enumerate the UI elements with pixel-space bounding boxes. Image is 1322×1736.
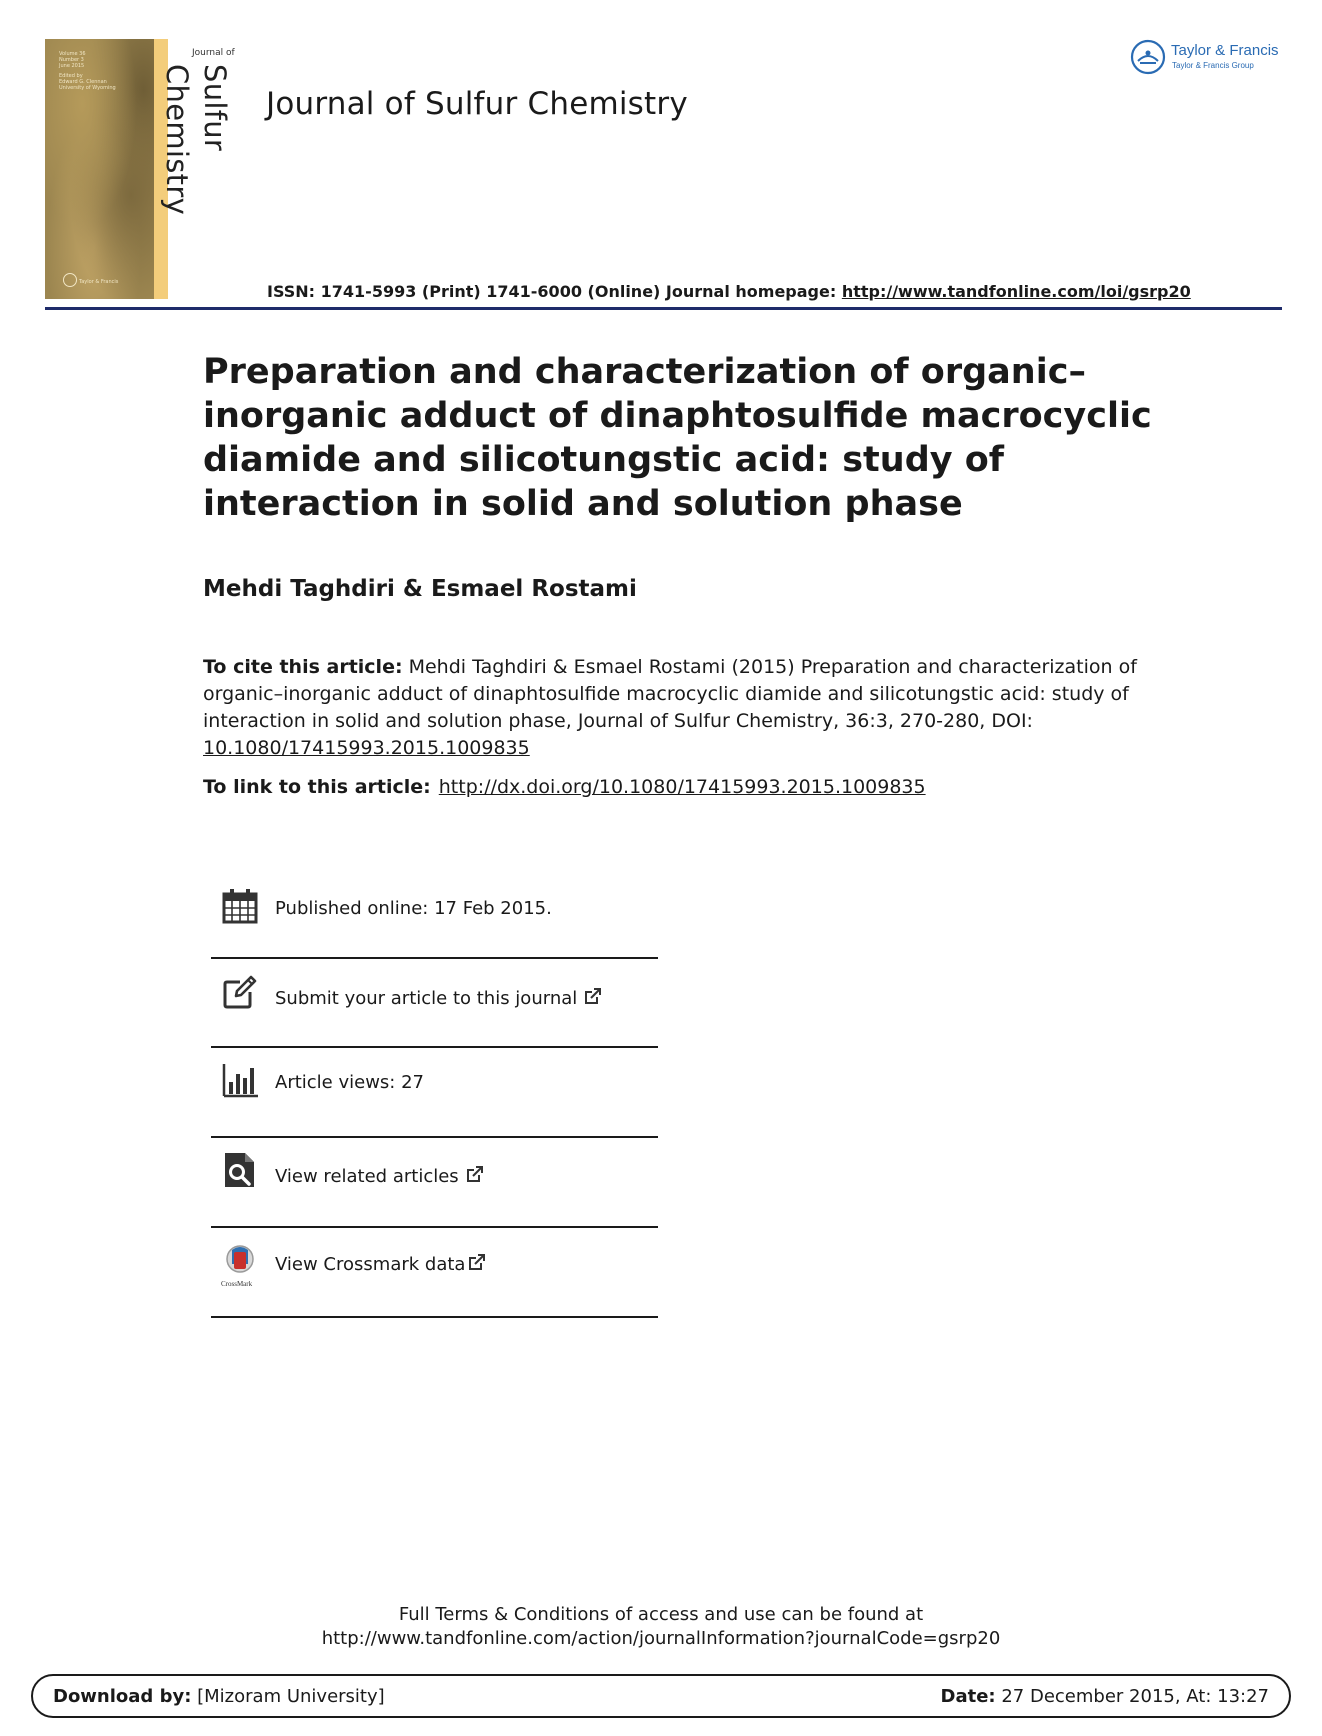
publisher-name: Taylor & Francis — [1171, 42, 1279, 59]
journal-homepage-link[interactable]: http://www.tandfonline.com/loi/gsrp20 — [841, 282, 1191, 301]
submit-article-text: Submit your article to this journal — [275, 988, 578, 1009]
download-by-value: [Mizoram University] — [191, 1686, 385, 1707]
download-date-value: 27 December 2015, At: 13:27 — [995, 1686, 1269, 1707]
article-link-line — [203, 776, 926, 798]
external-link-icon — [467, 1252, 487, 1272]
link-label: To link to this article: — [203, 776, 431, 798]
terms-url[interactable]: http://www.tandfonline.com/action/journalInformation?journalCode=gsrp20 — [321, 1628, 1001, 1649]
cite-label: To cite this article: — [203, 656, 403, 678]
download-info-bar — [31, 1674, 1291, 1718]
cover-publisher-logo-icon — [63, 273, 77, 287]
cover-affiliation: University of Wyoming — [59, 85, 116, 91]
info-divider — [211, 1316, 658, 1318]
issn-text: ISSN: 1741-5993 (Print) 1741-6000 (Online) Journal homepage: — [267, 282, 842, 301]
crossmark-text: View Crossmark data — [275, 1254, 466, 1275]
article-views-text: Article views: 27 — [275, 1072, 424, 1093]
journal-title: Journal of Sulfur Chemistry — [266, 86, 688, 122]
cite-doi-link[interactable]: 10.1080/17415993.2015.1009835 — [203, 737, 530, 759]
spine-journal-title: Sulfur Chemistry — [160, 64, 232, 216]
download-by — [53, 1686, 385, 1707]
taylor-francis-logo-icon — [1130, 39, 1166, 75]
cover-number: Number 3 — [59, 57, 84, 63]
crossmark-link[interactable] — [275, 1252, 487, 1275]
calendar-icon — [222, 888, 258, 924]
external-link-icon — [465, 1164, 485, 1184]
spine-journal-of: Journal of — [192, 48, 235, 58]
info-divider — [211, 957, 658, 959]
cover-edited-by: Edited by — [59, 73, 83, 79]
article-doi-url-link[interactable]: http://dx.doi.org/10.1080/17415993.2015.1009835 — [438, 776, 926, 798]
article-views-item — [211, 1058, 658, 1148]
citation-block — [203, 654, 1143, 762]
crossmark-item[interactable] — [211, 1238, 658, 1328]
info-divider — [211, 1136, 658, 1138]
related-articles-text: View related articles — [275, 1166, 459, 1187]
publisher-group: Taylor & Francis Group — [1172, 61, 1254, 70]
cover-editor: Edward G. Clennan — [59, 79, 107, 85]
cover-volume: Volume 36 — [59, 51, 86, 57]
header-rule — [45, 307, 1282, 310]
related-articles-link[interactable] — [275, 1164, 485, 1187]
download-by-label: Download by: — [53, 1686, 192, 1707]
document-search-icon — [222, 1152, 258, 1188]
bar-chart-icon — [222, 1062, 258, 1098]
info-divider — [211, 1046, 658, 1048]
terms-line-1: Full Terms & Conditions of access and use can be found at — [398, 1604, 924, 1625]
journal-cover-image — [45, 39, 168, 299]
submit-article-link[interactable] — [275, 986, 603, 1009]
download-date — [941, 1686, 1269, 1707]
info-divider — [211, 1226, 658, 1228]
article-title: Preparation and characterization of organic–inorganic adduct of dinaphtosulfide macrocyclic diamide and silicotungstic acid: study of interaction in solid and solution phase — [203, 352, 1152, 524]
terms-and-conditions — [0, 1603, 1322, 1651]
external-link-icon — [583, 986, 603, 1006]
published-online-text: Published online: 17 Feb 2015. — [275, 898, 552, 919]
edit-pencil-icon — [222, 974, 258, 1010]
issn-line — [267, 282, 1191, 301]
cite-text: Mehdi Taghdiri & Esmael Rostami (2015) Preparation and characterization of organic–inorganic adduct of dinaphtosulfide macrocyclic diamide and silicotungstic acid: study of interaction in solid and solution phase, Journal of Sulfur Chemistry, 36:3, 270-280, DOI: — [203, 656, 1137, 732]
cover-date: June 2015 — [59, 63, 85, 69]
crossmark-icon — [222, 1244, 258, 1280]
cover-text — [59, 51, 139, 91]
article-authors: Mehdi Taghdiri & Esmael Rostami — [203, 576, 637, 602]
download-date-label: Date: — [940, 1686, 996, 1707]
cover-publisher-mark: Taylor & Francis — [79, 279, 119, 285]
crossmark-badge-text: CrossMark — [221, 1280, 253, 1288]
